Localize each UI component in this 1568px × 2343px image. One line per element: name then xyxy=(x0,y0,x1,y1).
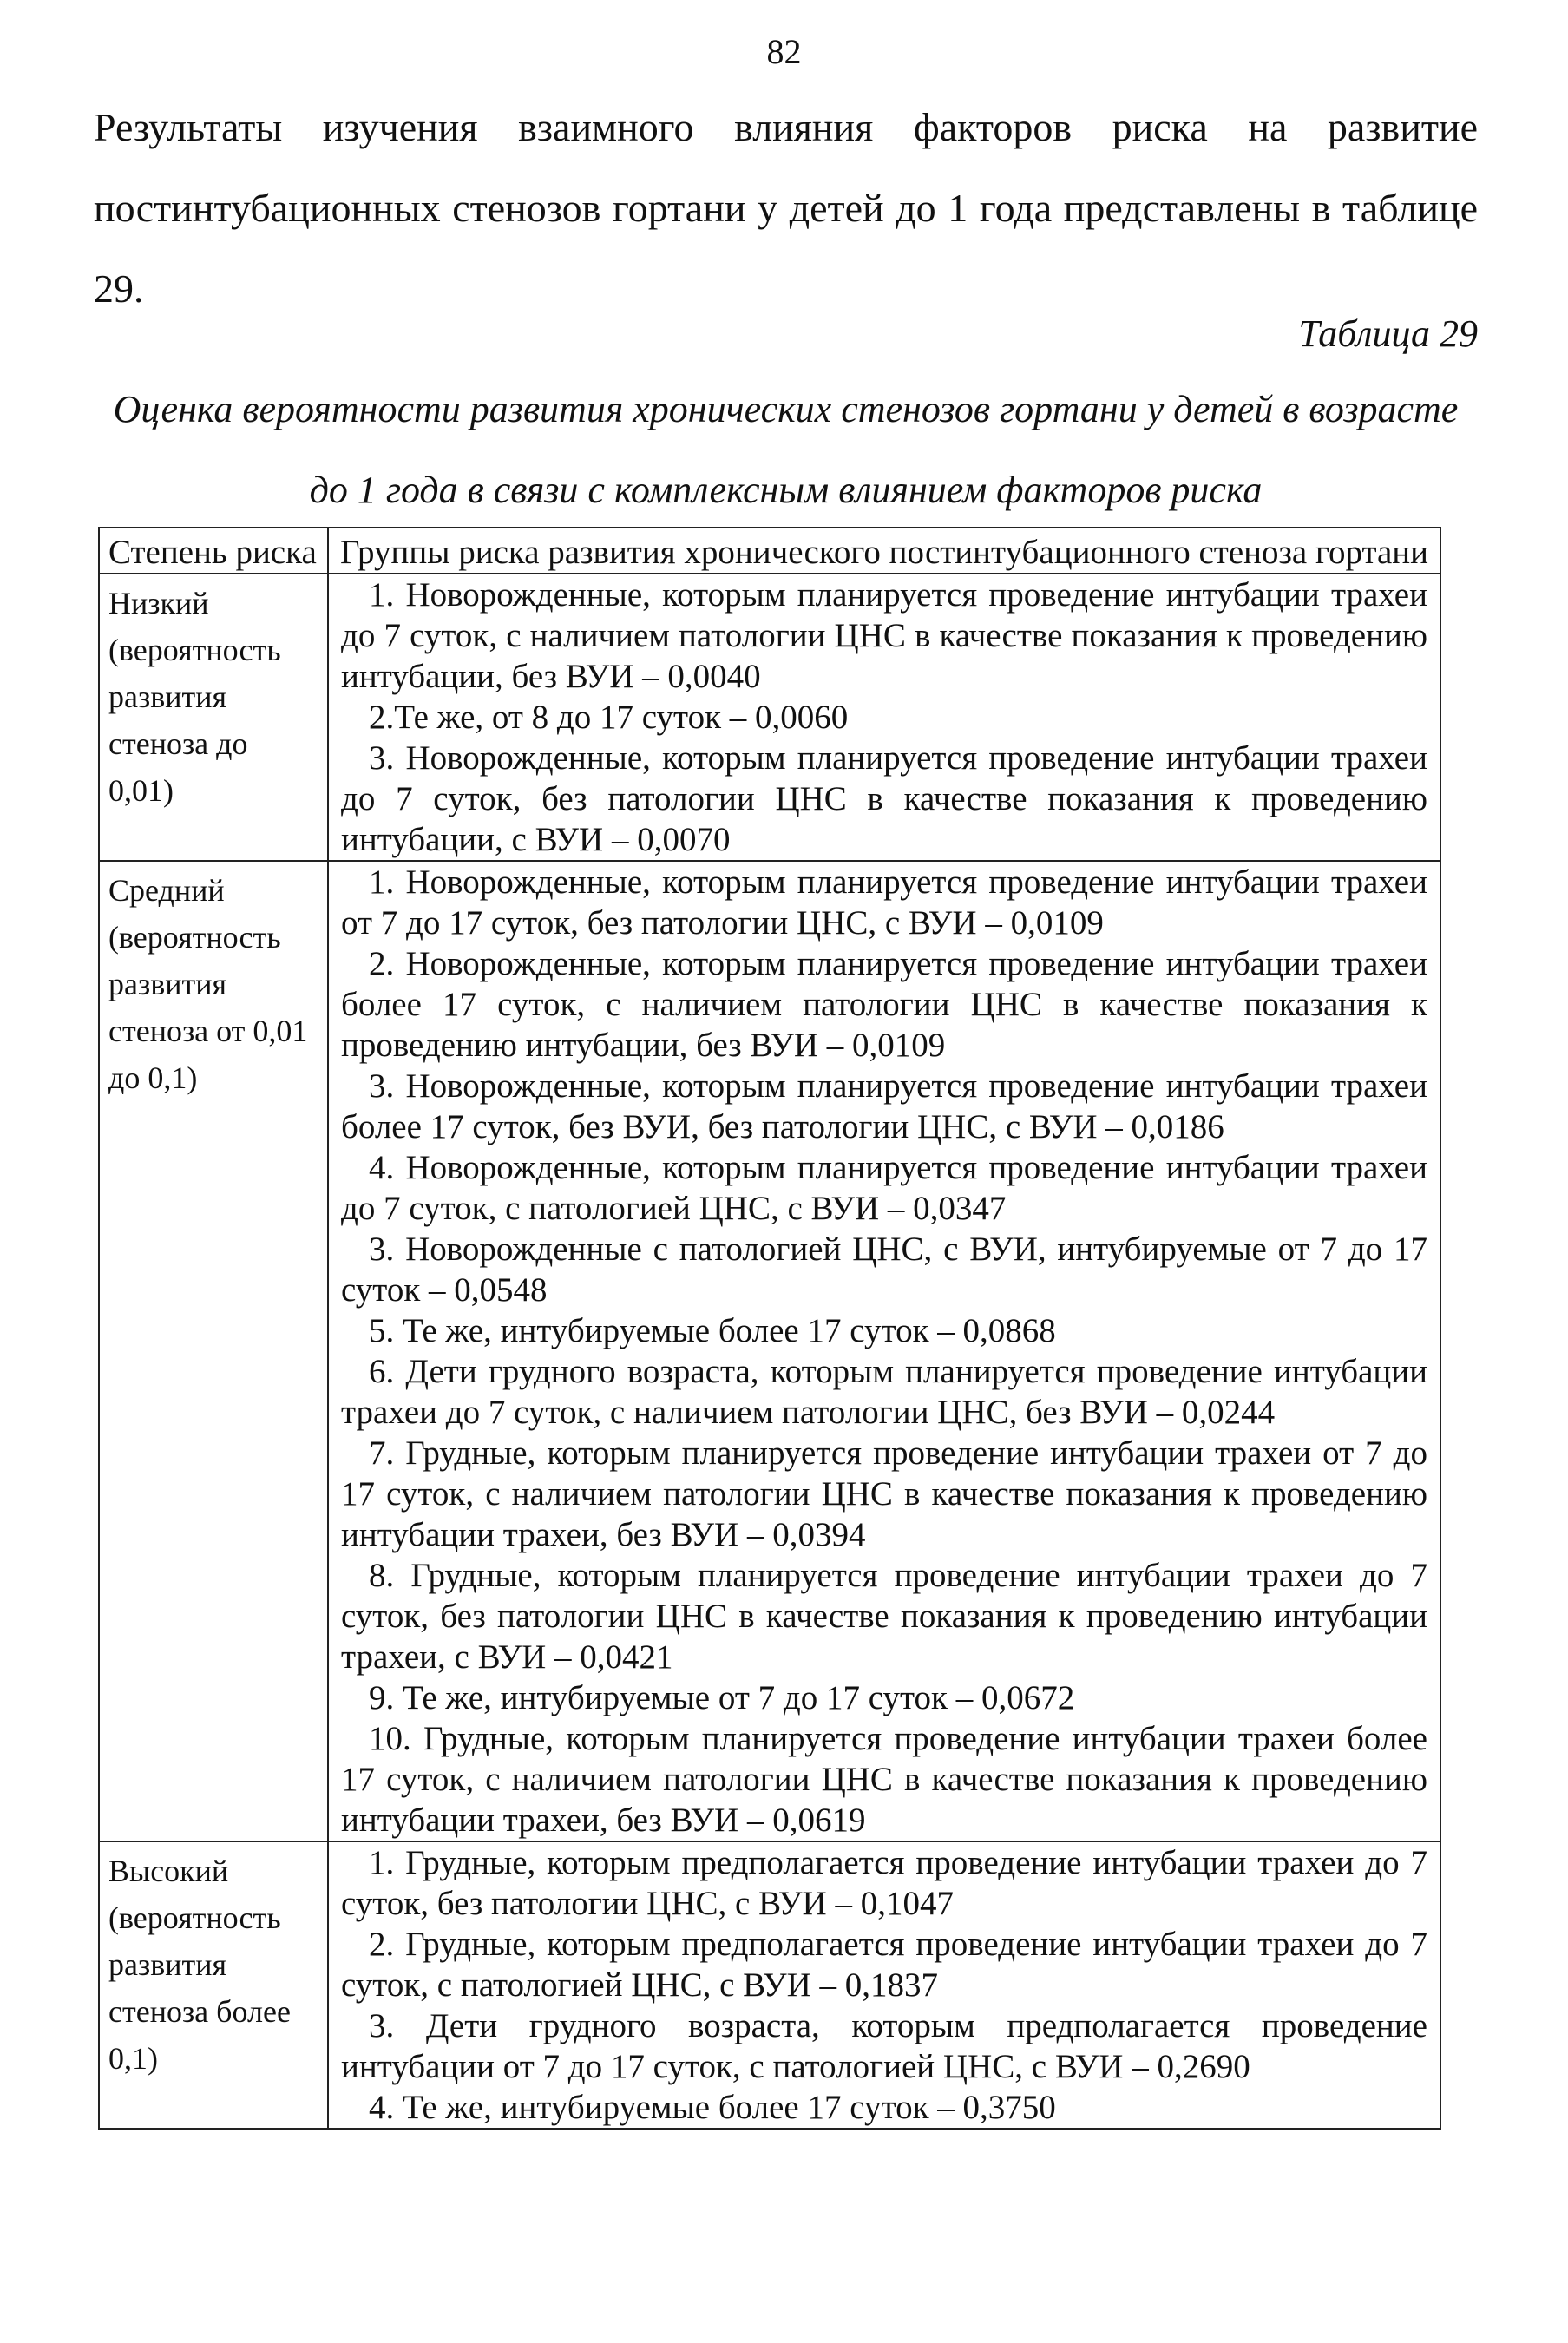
group-item: 3. Новорожденные, которым планируется проведение интубации трахеи до 7 суток, без патологии ЦНС в качестве показания к проведению интубации, с ВУИ – 0,0070 xyxy=(341,739,1427,858)
table-row-medium xyxy=(99,861,1440,1841)
group-item: 6. Дети грудного возраста, которым планируется проведение интубации трахеи до 7 суток, с наличием патологии ЦНС, без ВУИ – 0,0244 xyxy=(341,1353,1427,1431)
group-item: 8. Грудные, которым планируется проведение интубации трахеи до 7 суток, без патологии ЦНС в качестве показания к проведению интубации трахеи, с ВУИ – 0,0421 xyxy=(341,1557,1427,1676)
group-item: 4. Новорожденные, которым планируется проведение интубации трахеи до 7 суток, с патологией ЦНС, с ВУИ – 0,0347 xyxy=(341,1149,1427,1227)
risk-level-low: Низкий (вероятность развития стеноза до 0,01) xyxy=(99,574,328,861)
group-item: 1. Новорожденные, которым планируется проведение интубации трахеи от 7 до 17 суток, без патологии ЦНС, с ВУИ – 0,0109 xyxy=(341,863,1427,942)
group-item: 2. Новорожденные, которым планируется проведение интубации трахеи более 17 суток, с наличием патологии ЦНС в качестве показания к проведению интубации, без ВУИ – 0,0109 xyxy=(341,945,1427,1064)
group-item: 4. Те же, интубируемые более 17 суток – 0,3750 xyxy=(369,2089,1056,2126)
group-item: 1. Новорожденные, которым планируется проведение интубации трахеи до 7 суток, с наличием патологии ЦНС в качестве показания к проведению интубации, без ВУИ – 0,0040 xyxy=(341,576,1427,695)
group-item: 3. Новорожденные, которым планируется проведение интубации трахеи более 17 суток, без ВУИ, без патологии ЦНС, с ВУИ – 0,0186 xyxy=(341,1067,1427,1145)
table-row-low xyxy=(99,574,1440,861)
header-risk-level: Степень риска xyxy=(99,528,328,574)
intro-paragraph: Результаты изучения взаимного влияния факторов риска на развитие постинтубационных стенозов гортани у детей до 1 года представлены в таблице 29. xyxy=(94,105,1478,311)
table-label: Таблица 29 xyxy=(1298,312,1478,355)
risk-groups-low xyxy=(328,574,1440,861)
group-item: 1. Грудные, которым предполагается проведение интубации трахеи до 7 суток, без патологии ЦНС, с ВУИ – 0,1047 xyxy=(341,1844,1427,1922)
group-item: 3. Дети грудного возраста, которым предполагается проведение интубации от 7 до 17 суток, с патологией ЦНС, с ВУИ – 0,2690 xyxy=(341,2007,1427,2085)
risk-groups-medium xyxy=(328,861,1440,1841)
group-item: 10. Грудные, которым планируется проведение интубации трахеи более 17 суток, с наличием патологии ЦНС в качестве показания к проведению интубации трахеи, без ВУИ – 0,0619 xyxy=(341,1720,1427,1839)
page-number: 82 xyxy=(766,32,802,71)
risk-level-high: Высокий (вероятность развития стеноза более 0,1) xyxy=(99,1841,328,2129)
table-title: Оценка вероятности развития хронических стенозов гортани у детей в возрасте до 1 года в связи с комплексным влиянием факторов риска xyxy=(113,388,1459,511)
group-item: 7. Грудные, которым планируется проведение интубации трахеи от 7 до 17 суток, с наличием патологии ЦНС в качестве показания к проведению интубации трахеи, без ВУИ – 0,0394 xyxy=(341,1434,1427,1553)
group-item: 2. Грудные, которым предполагается проведение интубации трахеи до 7 суток, с патологией ЦНС, с ВУИ – 0,1837 xyxy=(341,1926,1427,2004)
risk-level-medium: Средний (вероятность развития стеноза от 0,01 до 0,1) xyxy=(99,861,328,1841)
table-header-row xyxy=(99,528,1440,574)
group-item: 3. Новорожденные с патологией ЦНС, с ВУИ, интубируемые от 7 до 17 суток – 0,0548 xyxy=(341,1231,1427,1309)
group-item: 2.Те же, от 8 до 17 суток – 0,0060 xyxy=(369,699,849,736)
group-item: 5. Те же, интубируемые более 17 суток – 0,0868 xyxy=(369,1312,1056,1349)
risk-table xyxy=(98,527,1441,2130)
risk-groups-high xyxy=(328,1841,1440,2129)
header-risk-groups: Группы риска развития хронического постинтубационного стеноза гортани xyxy=(328,528,1440,574)
table-row-high xyxy=(99,1841,1440,2129)
group-item: 9. Те же, интубируемые от 7 до 17 суток – 0,0672 xyxy=(369,1679,1075,1716)
